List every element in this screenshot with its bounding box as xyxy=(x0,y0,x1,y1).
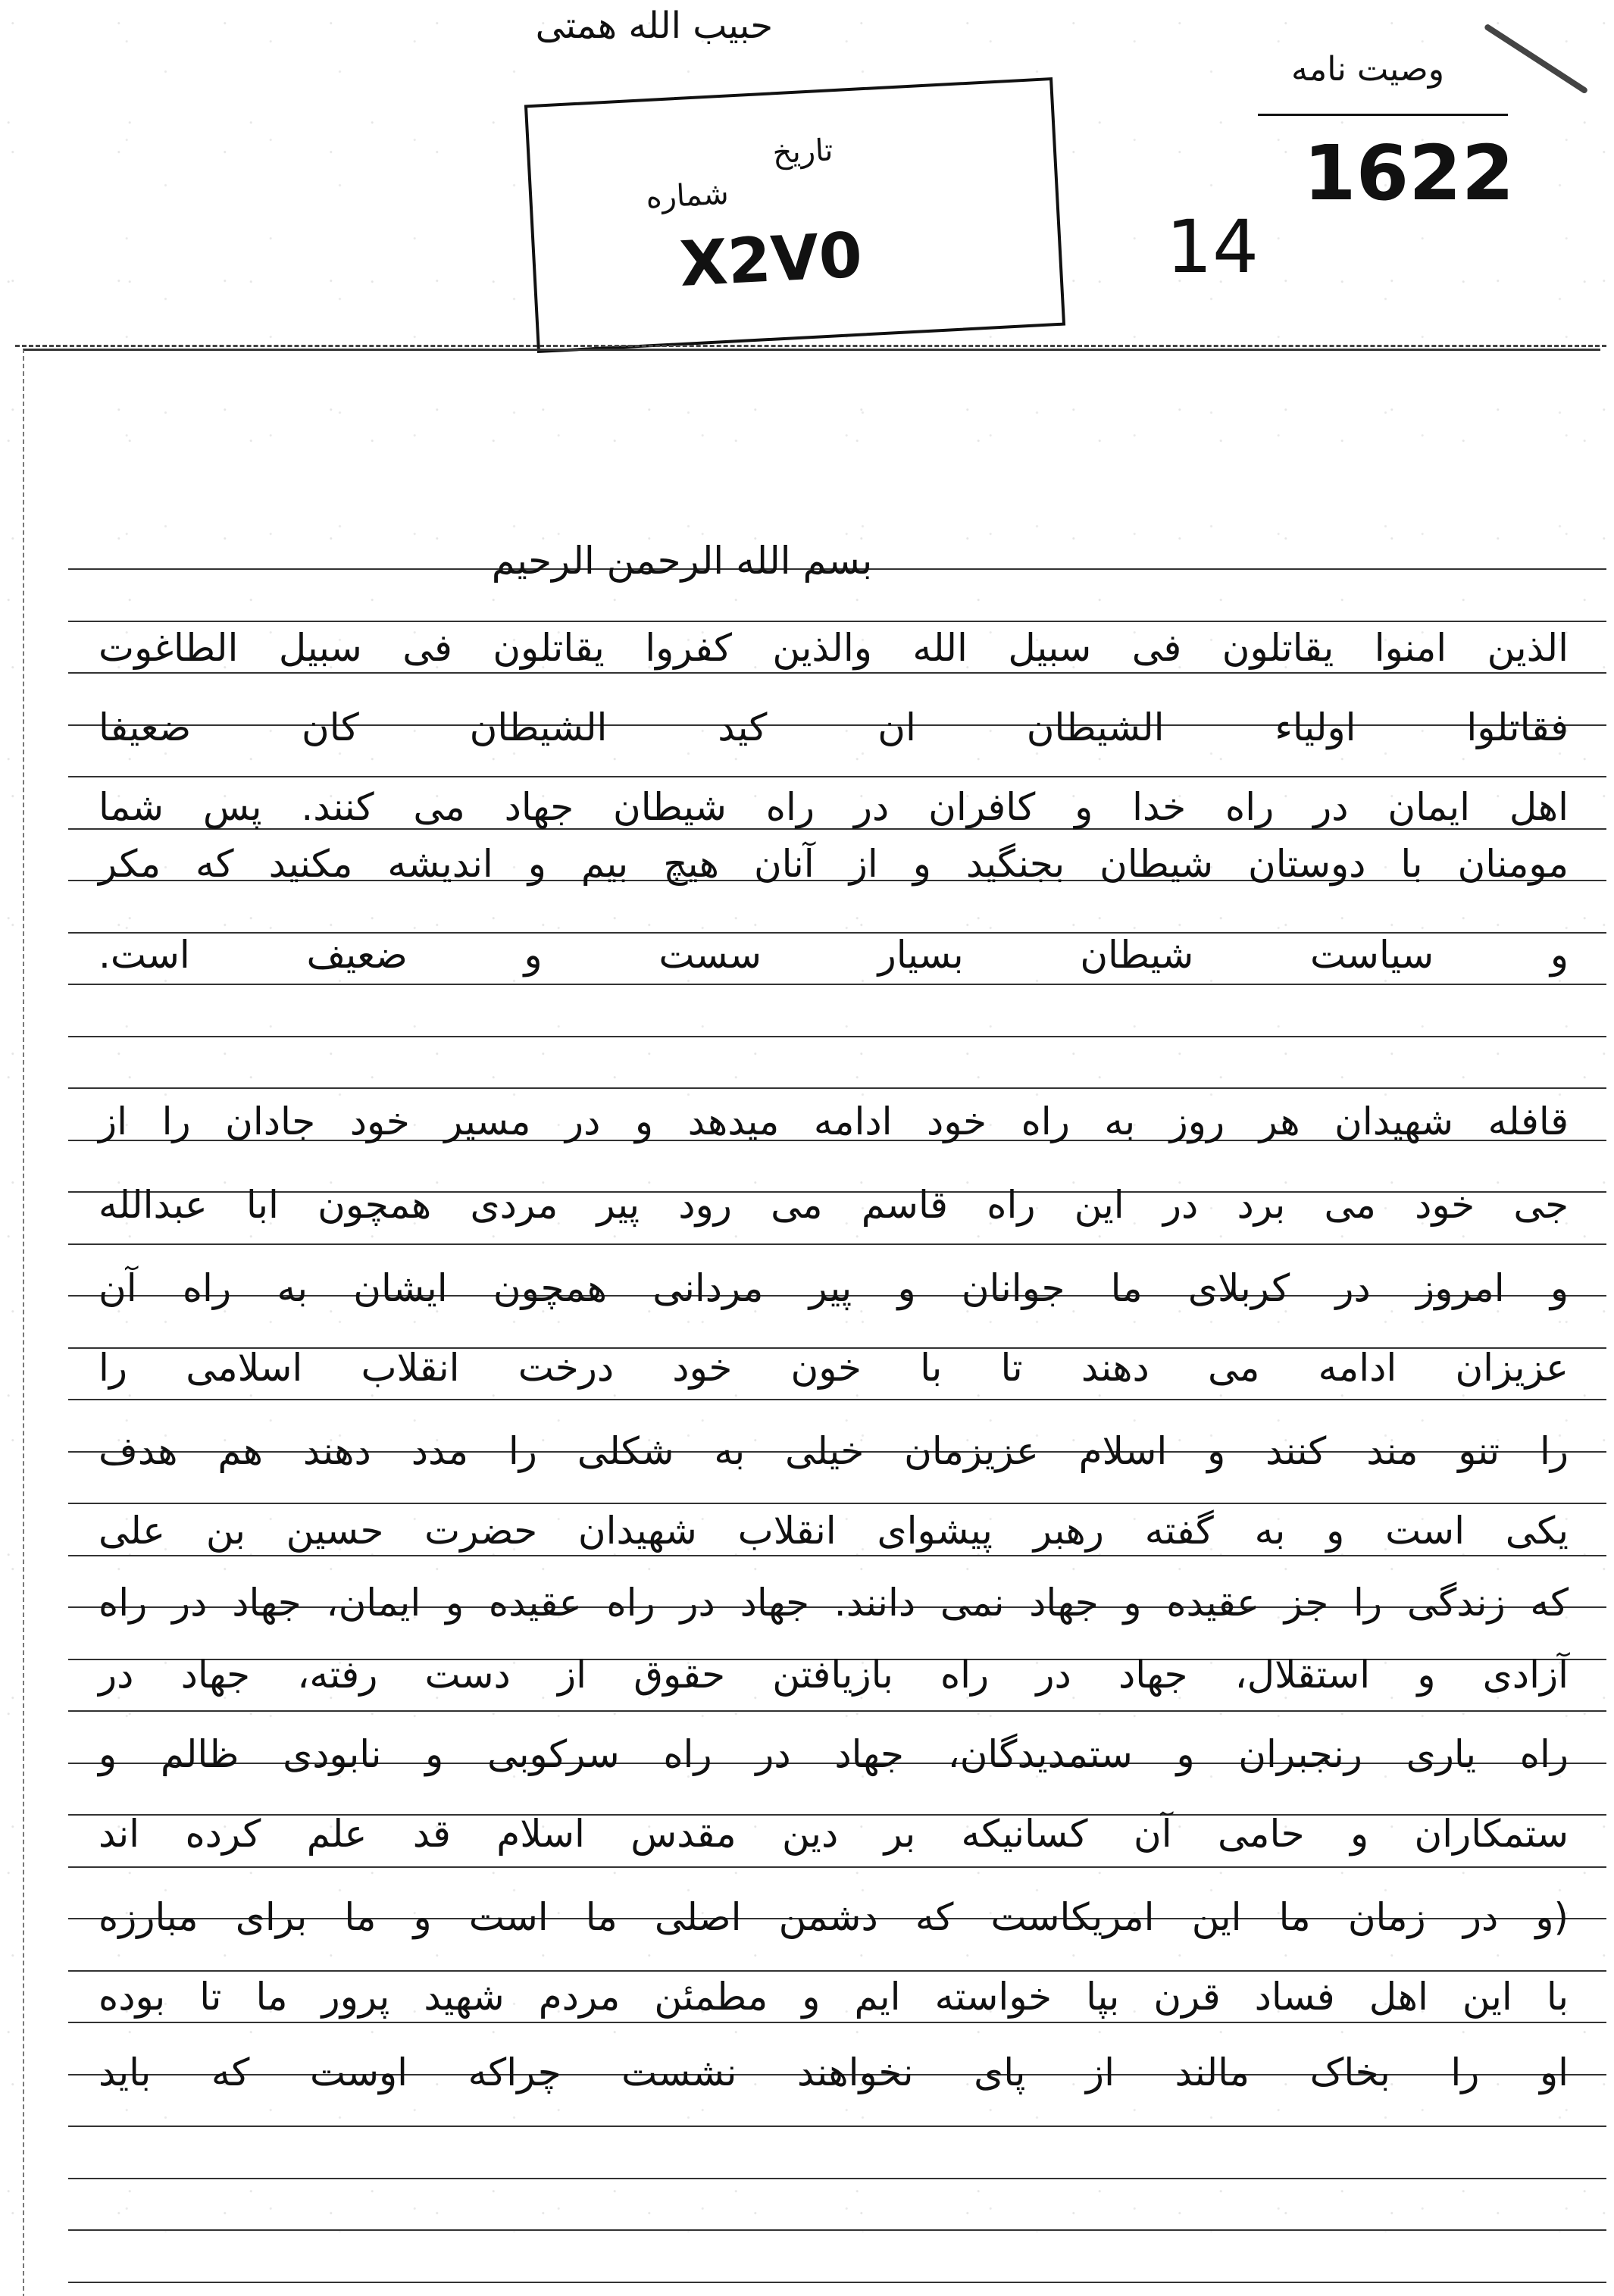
ruled-line xyxy=(68,1710,1606,1712)
stamp-date-label: تاریخ xyxy=(771,133,834,171)
letter-line: فقاتلوا اولیاء الشیطان ان کید الشیطان کان ضعیفا xyxy=(99,705,1569,749)
sheet-top-edge xyxy=(15,345,1606,347)
ruled-line xyxy=(68,2229,1606,2231)
ruled-line xyxy=(68,1399,1606,1400)
letter-line: قافله شهیدان هر روز به راه خود ادامه میدهد و در مسیر خود جادان را از xyxy=(99,1100,1569,1143)
letter-line: آزادی و استقلال، جهاد در راه بازیافتن حقوق از دست رفته، جهاد در xyxy=(99,1653,1569,1697)
ruled-line xyxy=(68,1243,1606,1245)
letter-line: و سیاست شیطان بسیار سست و ضعیف است. xyxy=(99,933,1569,977)
stamp-number-label: شماره xyxy=(645,176,730,216)
ruled-line xyxy=(68,776,1606,777)
ruled-line xyxy=(68,2178,1606,2179)
letter-line: با این اهل فساد قرن بپا خواسته ایم و مطمئن مردم شهید پرور ما تا بوده xyxy=(99,1975,1569,2019)
stamp-code: X2V0 xyxy=(677,219,865,301)
header-underline xyxy=(1258,114,1508,116)
letter-line: اهل ایمان در راه خدا و کافران در راه شیطان جهاد می کنند. پس شما xyxy=(99,785,1569,829)
letter-line: که زندگی را جز عقیده و جهاد نمی دانند. جهاد در راه عقیده و ایمان، جهاد در راه xyxy=(99,1581,1569,1625)
letter-line: و امروز در کربلای ما جوانان و پیر مردانی همچون ایشان به راه آن xyxy=(99,1266,1569,1310)
letter-line: الذین امنوا یقاتلون فی سبیل الله والذین کفروا یقاتلون فی سبیل الطاغوت xyxy=(99,626,1569,670)
letter-line: جی خود می برد در این راه قاسم می رود پیر مردی همچون ابا عبدالله xyxy=(99,1183,1569,1227)
letter-line: راه یاری رنجبران و ستمدیدگان، جهاد در راه سرکوبی و نابودی ظالم و xyxy=(99,1732,1569,1776)
staple-pin xyxy=(1484,23,1589,95)
ruled-line xyxy=(68,2282,1606,2283)
letter-line: (و در زمان ما این امریکاست که دشمن اصلی ما است و ما برای مبارزه xyxy=(99,1895,1569,1939)
document-number: 1622 xyxy=(1303,129,1515,217)
letter-line: او را بخاک مالند از پای نخواهند نشست چراکه اوست که باید xyxy=(99,2050,1569,2094)
page-number: 14 xyxy=(1165,205,1259,289)
letter-line: مومنان با دوستان شیطان بجنگید و از آنان هیچ بیم و اندیشه مکنید که مکر xyxy=(99,842,1569,886)
letter-line: یکی است و به گفته رهبر پیشوای انقلاب شهیدان حضرت حسین بن علی xyxy=(99,1509,1569,1553)
letter-line: را تنو مند کنند و اسلام عزیزمان خیلی به شکلی را مدد دهند هم هدف xyxy=(99,1429,1569,1473)
author-name: حبیب الله همتی xyxy=(535,5,773,47)
ruled-line xyxy=(68,984,1606,985)
archive-stamp xyxy=(524,77,1065,353)
ruled-line xyxy=(68,1866,1606,1868)
letter-line: ستمکاران و حامی آن کسانیکه بر دین مقدس اسلام قد علم کرده اند xyxy=(99,1812,1569,1856)
document-type-label: وصیت نامه xyxy=(1291,50,1444,89)
ruled-line xyxy=(68,2126,1606,2127)
ruled-line xyxy=(68,1087,1606,1089)
ruled-line xyxy=(68,1036,1606,1037)
letter-line: عزیزان ادامه می دهند تا با خون خود درخت انقلاب اسلامی را xyxy=(99,1346,1569,1390)
basmala: بسم الله الرحمن الرحیم xyxy=(491,539,873,583)
